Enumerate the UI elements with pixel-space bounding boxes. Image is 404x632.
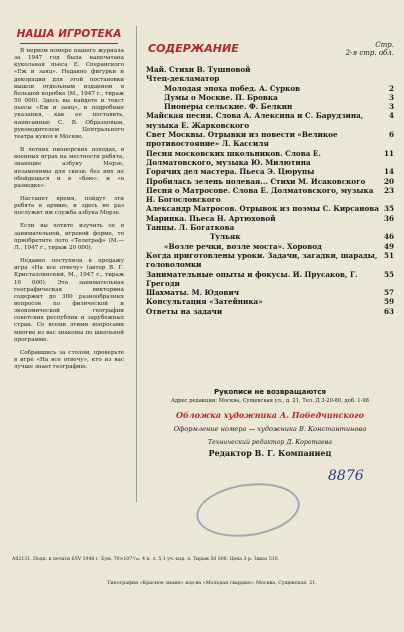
contents-item: [146, 297, 394, 306]
contents-item-page: 4: [388, 111, 394, 121]
contents-item-title: Майская песня. Слова А. Алексина и С. Барудзина, музыка Е. Жарковского: [146, 111, 364, 130]
contents-item-page: 6: [388, 130, 394, 140]
contents-item-title: Маринка. Пьеса Н. Артюховой: [146, 213, 276, 223]
contents-item: [146, 102, 394, 111]
contents-item: [146, 74, 394, 83]
contents-item-page: 3: [388, 92, 394, 102]
contents-item-title: Песня о Матросове. Слова Е. Долматовского, музыка Н. Богословского: [146, 185, 374, 205]
contents-item-title: Думы о Москве. П. Бровка: [164, 92, 278, 102]
contents-item-page: 20: [383, 176, 394, 186]
contents-item-page: 2: [388, 83, 394, 93]
contents-item: [146, 84, 394, 93]
contents-column: [146, 37, 394, 316]
left-heading: НАША ИГРОТЕКА: [16, 28, 122, 40]
left-column: [14, 28, 124, 377]
contents-item-title: Занимательные опыты и фокусы. И. Прусаков, Г. Грегоди: [146, 269, 358, 288]
printer-line: Типография «Красное знамя» изд-ва «Молодая гвардия». Москва, Сущевская, 21.: [107, 581, 317, 586]
editorial-address: Адрес редакции: Москва, Сущевская ул., д. 21, Тел. Д 3-20-80, доб. 1-98: [171, 398, 369, 404]
contents-item-page: [380, 65, 394, 74]
chief-editor: Редактор В. Г. Компаниец: [208, 448, 332, 458]
left-paragraph: В первом номере нашего журнала за 1947 год была напечатана кукольная пьеса Е. Сперанского «Еж и заяц». Недавно фигурки и декорации для этой постановки вышли отдельным изданием в большой коробке (М., 1947 г., тираж 50 000). Здесь вы найдете и текст пьесы «Еж и заяц», и подробные указания, как ее поставить, написанные С. В. Образцовым, руководителем Центрального театра кукол в Москве.: [14, 48, 124, 140]
contents-header: [146, 37, 394, 65]
left-paragraphs: [14, 48, 124, 371]
contents-list: [146, 65, 394, 316]
manuscripts-note: Рукописи не возвращаются: [214, 388, 326, 396]
contents-item-page: 63: [383, 306, 394, 316]
contents-item-page: 35: [383, 204, 394, 214]
contents-item-page: 36: [383, 213, 394, 223]
contents-item: [146, 149, 394, 168]
contents-item: [146, 251, 394, 270]
contents-item: [146, 204, 394, 213]
credits: [146, 388, 394, 458]
contents-item-page: 59: [383, 297, 394, 307]
contents-item-title: Чтец-декламатор: [146, 74, 220, 84]
contents-item-page: 46: [383, 232, 394, 242]
left-paragraph: Если вы хотите изучить ее в занимательной, игровой форме, то приобретите лото «Телеграф» (М.—Л., 1947 г., тираж 20 000).: [14, 223, 124, 251]
contents-item-title: Александр Матросов. Отрывок из поэмы С. Кирсанова: [146, 204, 379, 214]
left-paragraph: Собравшись за столом, проверьте в игре «На все отвечу», кто из вас лучше знает географию.: [14, 349, 124, 371]
contents-item-title: Танцы. Л. Богаткова: [146, 223, 235, 233]
contents-item-title: «Возле речки, возле моста». Хоровод: [164, 241, 322, 251]
contents-item-title: Песня московских школьников. Слова Е. Долматовского, музыка Ю. Милютина: [146, 148, 321, 167]
heading-rule: [20, 43, 118, 44]
contents-item-page: [380, 74, 394, 83]
contents-item: [146, 307, 394, 316]
contents-item-title: Когда приготовлены уроки. Задачи, загадки, шарады, головоломки: [146, 250, 378, 270]
column-divider: [136, 26, 137, 502]
contents-title: СОДЕРЖАНИЕ: [148, 42, 239, 55]
tech-editor: Технический редактор Д. Коротаева: [207, 439, 333, 446]
contents-item-title: Свет Москвы. Отрывки из повести «Великое противостояние» Л. Кассиля: [146, 130, 338, 149]
contents-item-page: 57: [383, 288, 394, 298]
contents-item-page: 23: [383, 185, 394, 195]
contents-item-page: 51: [383, 250, 394, 260]
contents-item: [146, 177, 394, 186]
contents-item: [146, 111, 394, 130]
contents-item-title: Пробилась зелень полевая... Стихи М. Исаковского: [146, 176, 366, 186]
contents-item-title: Ответы на задачи: [146, 306, 223, 316]
contents-item: [146, 232, 394, 241]
contents-item-page: 3: [388, 102, 394, 112]
contents-item: [146, 167, 394, 176]
contents-item-title: Молодая эпоха побед. А. Сурков: [164, 83, 301, 93]
contents-item: [146, 65, 394, 74]
page-label: Стр. 2-я стр. обл.: [345, 41, 394, 57]
contents-item-title: Пионеры сельские. Ф. Белкин: [164, 102, 293, 112]
left-paragraph: В летних пионерских походах, в военных играх на местности ребята, знающие азбуку Морзе, незаменимы для связи; без них не обойдешься и в «бою», и «в разведке».: [14, 147, 124, 189]
left-paragraph: Настанет время, пойдут эти ребята в армию, и здесь не раз послужит им служба азбука Морзе.: [14, 195, 124, 217]
contents-item-page: 49: [383, 241, 394, 251]
imprint-line: А02131. Подп. к печати 6/IV 1948 г. Бум. 70×107¹/₁₆. 4 п. л. 5,1 уч.-изд. л. Тираж 50 000. Цена 3 р. Заказ 510.: [12, 557, 280, 562]
contents-item-title: Консультация «Затейника»: [146, 297, 263, 307]
contents-item-page: 55: [383, 269, 394, 279]
design-credit: Оформление номера — художника В. Константинова: [173, 425, 367, 433]
contents-item-page: [380, 223, 394, 232]
cover-credit: Обложка художника А. Победчинского: [176, 410, 364, 420]
contents-item-page: 11: [383, 148, 394, 158]
contents-item-title: Тульяк: [210, 232, 241, 242]
contents-item: [146, 186, 394, 205]
left-paragraph: Недавно поступила в продажу игра «На все отвечу» (автор В. Г. Кристаллинский, М., 1947 г., тираж 10 000). Эта занимательная географическая викторина содержит до 300 разнообразных вопросов по физической и экономической географии советских республик и зарубежных стран. Со всеми этими вопросами многие из вас знакомы по школьной программе.: [14, 258, 124, 343]
contents-item: [146, 130, 394, 149]
contents-item: [146, 270, 394, 289]
contents-item: [146, 223, 394, 232]
contents-item: [146, 288, 394, 297]
contents-item: [146, 242, 394, 251]
handwritten-number: 8876: [328, 468, 364, 484]
library-stamp: [193, 477, 303, 543]
contents-item-title: Май. Стихи В. Тушновой: [146, 65, 251, 74]
contents-item: [146, 214, 394, 223]
contents-item-title: Горячих дел мастера. Пьеса Э. Цюрупы: [146, 167, 315, 177]
contents-item-title: Шахматы. М. Юдович: [146, 288, 240, 298]
contents-item: [146, 93, 394, 102]
contents-item-page: 14: [383, 167, 394, 177]
